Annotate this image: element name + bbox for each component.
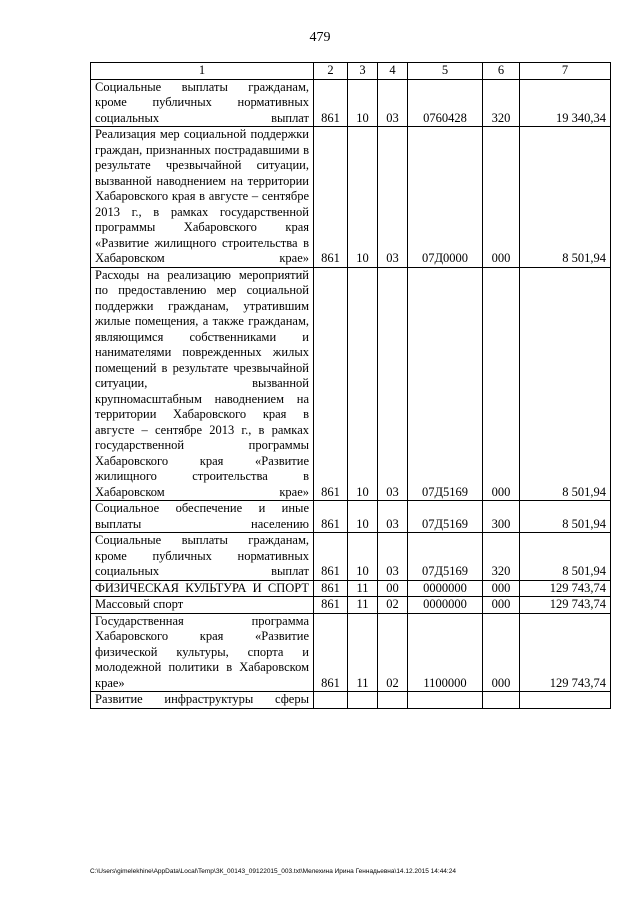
row-name: Развитие инфраструктуры сферы	[91, 692, 314, 709]
cell-col4: 03	[378, 533, 408, 581]
cell-col5: 07Д5169	[408, 533, 483, 581]
table-row	[91, 597, 611, 614]
table-row	[91, 613, 611, 692]
cell-col4: 03	[378, 127, 408, 268]
cell-col2	[314, 692, 348, 709]
row-name: ФИЗИЧЕСКАЯ КУЛЬТУРА И СПОРТ	[91, 580, 314, 597]
cell-col4: 00	[378, 580, 408, 597]
row-name: Массовый спорт	[91, 597, 314, 614]
cell-col5: 07Д5169	[408, 501, 483, 533]
file-path-footer: C:\Users\gimelekhine\AppData\Local\Temp\ЗК_00143_09122015_003.txt\Мелехина Ирина Геннадьевна\14.12.2015 14:44:24	[90, 868, 456, 875]
row-name: Социальные выплаты гражданам, кроме публичных нормативных социальных выплат	[91, 79, 314, 127]
cell-col4: 02	[378, 613, 408, 692]
cell-col5	[408, 692, 483, 709]
column-header: 5	[408, 63, 483, 80]
cell-col2: 861	[314, 580, 348, 597]
cell-col5: 0000000	[408, 597, 483, 614]
row-name: Реализация мер социальной поддержки граждан, признанных пострадавшими в результате чрезвычайной ситуации, вызванной наводнением на территории Хабаровского края в августе – сентябре 2013 г., в рамках государственной программы Хабаровского края «Развитие жилищного строительства в Хабаровском крае»	[91, 127, 314, 268]
cell-col7: 19 340,34	[520, 79, 611, 127]
cell-col2: 861	[314, 597, 348, 614]
cell-col5: 07Д0000	[408, 127, 483, 268]
row-name: Социальные выплаты гражданам, кроме публичных нормативных социальных выплат	[91, 533, 314, 581]
cell-col2: 861	[314, 79, 348, 127]
cell-col3: 10	[348, 127, 378, 268]
table-row	[91, 692, 611, 709]
table-row	[91, 580, 611, 597]
row-name: Государственная программа Хабаровского края «Развитие физической культуры, спорта и молодежной политики в Хабаровском крае»	[91, 613, 314, 692]
cell-col7: 8 501,94	[520, 533, 611, 581]
cell-col5: 07Д5169	[408, 267, 483, 501]
cell-col7: 8 501,94	[520, 501, 611, 533]
table-row	[91, 533, 611, 581]
cell-col3: 10	[348, 267, 378, 501]
budget-table	[90, 62, 611, 709]
cell-col3: 11	[348, 597, 378, 614]
cell-col3	[348, 692, 378, 709]
cell-col3: 11	[348, 580, 378, 597]
cell-col7: 129 743,74	[520, 580, 611, 597]
column-header: 3	[348, 63, 378, 80]
page-number: 479	[309, 30, 331, 45]
cell-col2: 861	[314, 613, 348, 692]
cell-col6: 300	[483, 501, 520, 533]
column-header: 6	[483, 63, 520, 80]
cell-col4: 02	[378, 597, 408, 614]
cell-col7	[520, 692, 611, 709]
cell-col5: 0000000	[408, 580, 483, 597]
cell-col6: 000	[483, 597, 520, 614]
column-header: 2	[314, 63, 348, 80]
cell-col4	[378, 692, 408, 709]
cell-col7: 8 501,94	[520, 127, 611, 268]
row-name: Социальное обеспечение и иные выплаты населению	[91, 501, 314, 533]
header-row	[91, 63, 611, 80]
cell-col2: 861	[314, 267, 348, 501]
cell-col6: 320	[483, 533, 520, 581]
cell-col2: 861	[314, 501, 348, 533]
column-header: 1	[91, 63, 314, 80]
cell-col5: 1100000	[408, 613, 483, 692]
table-row	[91, 501, 611, 533]
cell-col3: 11	[348, 613, 378, 692]
cell-col6	[483, 692, 520, 709]
cell-col6: 320	[483, 79, 520, 127]
cell-col6: 000	[483, 580, 520, 597]
cell-col6: 000	[483, 127, 520, 268]
cell-col6: 000	[483, 613, 520, 692]
cell-col4: 03	[378, 501, 408, 533]
cell-col2: 861	[314, 127, 348, 268]
cell-col3: 10	[348, 533, 378, 581]
column-header: 4	[378, 63, 408, 80]
cell-col7: 129 743,74	[520, 597, 611, 614]
cell-col3: 10	[348, 79, 378, 127]
cell-col7: 129 743,74	[520, 613, 611, 692]
column-header: 7	[520, 63, 611, 80]
cell-col6: 000	[483, 267, 520, 501]
cell-col2: 861	[314, 533, 348, 581]
table-row	[91, 79, 611, 127]
cell-col5: 0760428	[408, 79, 483, 127]
cell-col4: 03	[378, 267, 408, 501]
row-name: Расходы на реализацию мероприятий по предоставлению мер социальной поддержки гражданам, утратившим жилые помещения, а также гражданам, являющимся собственниками и нанимателями поврежденных жилых помещений в результате чрезвычайной ситуации, вызванной крупномасштабным наводнением на территории Хабаровского края в августе – сентябре 2013 г., в рамках государственной программы Хабаровского края «Развитие жилищного строительства в Хабаровском крае»	[91, 267, 314, 501]
table-row	[91, 127, 611, 268]
cell-col7: 8 501,94	[520, 267, 611, 501]
cell-col3: 10	[348, 501, 378, 533]
table-row	[91, 267, 611, 501]
cell-col4: 03	[378, 79, 408, 127]
